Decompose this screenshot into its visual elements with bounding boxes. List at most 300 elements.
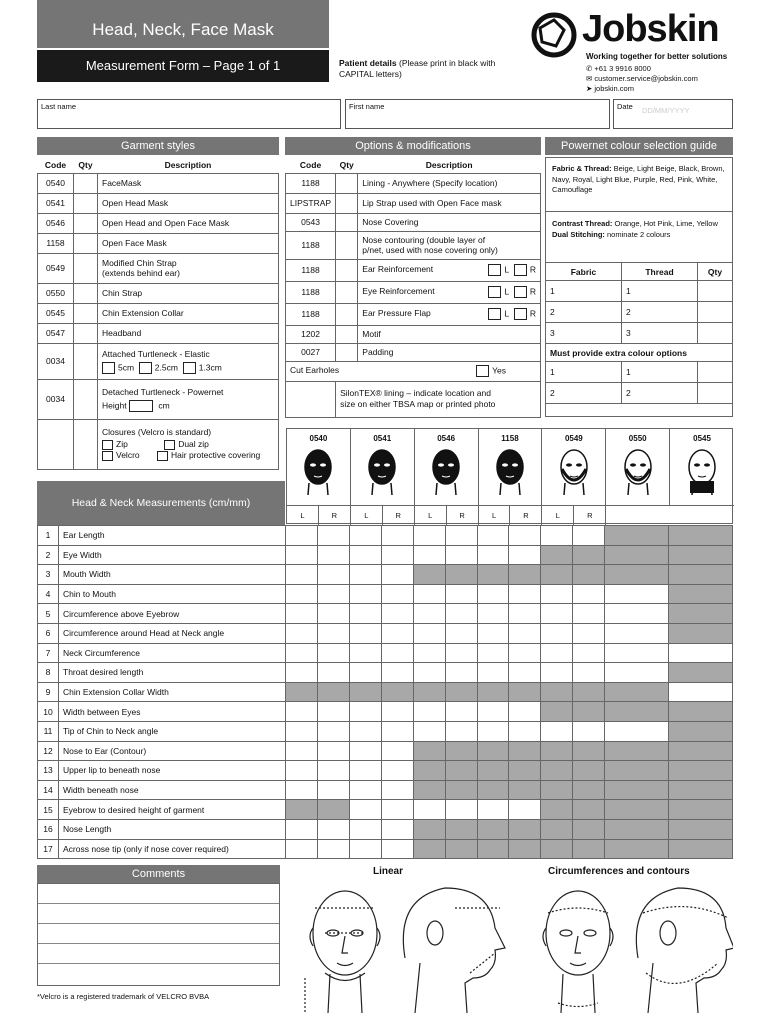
measurement-cell[interactable] [349,721,381,741]
patient-details-note: Patient details (Please print in black with CAPITAL letters) [339,58,496,79]
measurement-cell [445,682,477,702]
garment-row: 0549 Modified Chin Strap (extends behind ear) [38,253,279,283]
face-illustration-icon [618,445,658,495]
dual-zip-checkbox[interactable] [164,440,175,450]
measurement-cell[interactable] [541,526,573,546]
measurement-label: Ear Length [59,526,286,546]
measurement-cell[interactable] [286,623,318,643]
option-row: LIPSTRAP Lip Strap used with Open Face mask [286,193,541,213]
measurement-cell [573,780,605,800]
measurement-cell [573,839,605,859]
measurement-cell[interactable] [317,780,349,800]
measurement-cell[interactable] [381,565,413,585]
garment-row: 0550 Chin Strap [38,283,279,303]
measurement-cell [605,682,669,702]
measurement-cell[interactable] [381,741,413,761]
measurement-number: 17 [38,839,59,859]
measurement-cell [509,819,541,839]
measurement-cell[interactable] [605,584,669,604]
measurement-row [38,741,733,761]
brand-tagline: Working together for better solutions [586,52,728,61]
measurement-cell [445,761,477,781]
velcro-checkbox[interactable] [102,451,113,461]
measurement-number: 5 [38,604,59,624]
measurement-cell [573,819,605,839]
measurement-cell[interactable] [317,761,349,781]
measurement-cell[interactable] [573,643,605,663]
measurement-cell[interactable] [317,526,349,546]
measurement-cell [669,721,733,741]
lr-label: R [447,506,479,526]
measurement-cell[interactable] [349,604,381,624]
measurement-cell [605,839,669,859]
measurement-cell[interactable] [445,663,477,683]
measurement-cell [541,819,573,839]
closures-row: Closures (Velcro is standard) Zip Dual zip Velcro Hair protective covering [38,419,279,469]
measurement-cell [509,780,541,800]
measurement-cell[interactable] [413,584,445,604]
garment-face-column [479,429,543,505]
measurement-cell [669,663,733,683]
measurement-cell [605,702,669,722]
measurement-cell [509,565,541,585]
side-face-linear-diagram [403,888,505,1013]
measurement-label: Nose to Ear (Contour) [59,741,286,761]
date-field[interactable]: Date DD/MM/YYYY [613,99,733,129]
measurement-cell [541,545,573,565]
measurement-cell[interactable] [317,565,349,585]
measurement-cell[interactable] [669,643,733,663]
measurement-cell [573,565,605,585]
measurement-cell[interactable] [445,721,477,741]
measurement-number: 15 [38,800,59,820]
measurement-cell[interactable] [413,800,445,820]
measurement-cell[interactable] [477,702,509,722]
measurement-cell[interactable] [349,800,381,820]
cut-earholes-checkbox[interactable] [476,365,489,377]
lr-label: R [511,506,543,526]
garment-row: 0541 Open Head Mask [38,193,279,213]
measurement-cell [413,565,445,585]
measurement-number: 14 [38,780,59,800]
measurement-cell[interactable] [605,643,669,663]
measurement-cell[interactable] [445,584,477,604]
measurement-cell[interactable] [477,526,509,546]
measurement-cell[interactable] [349,584,381,604]
measurement-cell[interactable] [286,721,318,741]
option-row: 1188 Nose contouring (double layer of p/net, used with nose covering only) [286,231,541,259]
form-subtitle: Measurement Form – Page 1 of 1 [85,58,281,73]
face-illustration-icon [298,445,338,495]
measurement-row [38,761,733,781]
measurement-row [38,839,733,859]
measurement-cell[interactable] [445,800,477,820]
option-row: 0027 Padding [286,343,541,361]
measurement-cell[interactable] [509,643,541,663]
ear-reinf-left-checkbox[interactable] [488,264,501,276]
measurement-number: 11 [38,721,59,741]
measurement-cell[interactable] [573,623,605,643]
measurement-cell[interactable] [381,839,413,859]
measurement-cell[interactable] [349,643,381,663]
garment-face-column [351,429,415,505]
side-face-circumference-diagram [636,888,733,1013]
measurement-row [38,721,733,741]
last-name-field[interactable]: Last name [37,99,341,129]
measurement-cell[interactable] [541,584,573,604]
garment-styles-table: Code Qty Description 0540 FaceMask 0541 Open Head Mask 0546 Open Head and Open Face Mask 1158 Open Face Mask 0549 Modified Chin Strap (extends behind ear) 0550 Chin Strap 0545 Chin Extension Collar 0547 Headband 0034 Attached Turtleneck - Elastic 5cm 2.5cm 1.3cm 0034 Detached Turtleneck - Powernet Height cm Closures (Velcro is standard) Zip Dual zip Velcro Hair protective covering [37,157,279,470]
measurement-cell[interactable] [413,721,445,741]
options-table: Code Qty Description 1188 Lining - Anywhere (Specify location) LIPSTRAP Lip Strap used with Open Face mask 0543 Nose Covering 1188 Nose contouring (double layer of p/net, used with nose covering only) 1188 Ear Reinforcement L R 1188 Eye Reinforcement L R 1188 Ear Pressure Flap L R 1202 Motif 0027 Padding Cut Earholes Yes SilonTEX® lining – indicate location and size on either TBSA map or printed photo [285,157,541,418]
measurement-cell[interactable] [541,643,573,663]
measurement-cell[interactable] [349,780,381,800]
measurement-cell[interactable] [286,780,318,800]
measurement-label: Neck Circumference [59,643,286,663]
face-illustration-icon [554,445,594,495]
measurement-row [38,623,733,643]
measurement-cell [573,545,605,565]
garment-code-label: 1158 [501,434,519,443]
lr-label: L [479,506,511,526]
face-illustration-icon [490,445,530,495]
measurement-cell[interactable] [349,819,381,839]
measurement-cell[interactable] [509,623,541,643]
height-input[interactable] [129,400,153,412]
measurement-cell [445,819,477,839]
measurement-cell[interactable] [317,663,349,683]
measurement-cell[interactable] [381,780,413,800]
measurement-cell[interactable] [605,623,669,643]
eye-reinf-left-checkbox[interactable] [488,286,501,298]
measurement-cell [477,565,509,585]
measurement-cell [477,741,509,761]
measurement-cell[interactable] [509,584,541,604]
measurement-number: 2 [38,545,59,565]
measurement-cell [413,761,445,781]
measurement-cell[interactable] [349,761,381,781]
measurement-cell [669,839,733,859]
measurement-cell [605,780,669,800]
measurement-cell [541,682,573,702]
measurement-cell[interactable] [286,545,318,565]
measurement-cell[interactable] [509,545,541,565]
measurement-cell[interactable] [381,643,413,663]
measurement-row [38,643,733,663]
measurement-cell[interactable] [477,584,509,604]
measurement-cell [413,780,445,800]
measurement-label: Across nose tip (only if nose cover required) [59,839,286,859]
colour-guide-box: Fabric & Thread: Beige, Light Beige, Black, Brown, Navy, Royal, Light Blue, Purple, Red, Pink, White, Camouflage Contrast Thread: Orange, Hot Pink, Lime, Yellow Dual Stitching: nominate 2 colours Fabric Thread Qty 1 1 2 2 3 3 Must provide extra colour options 1 1 2 2 [545,157,733,417]
form-subtitle-bar [37,50,329,82]
measurement-cell[interactable] [509,526,541,546]
colour-guide-title: Powernet colour selection guide [545,137,733,155]
measurement-cell[interactable] [509,721,541,741]
1-3cm-checkbox[interactable] [183,362,196,374]
measurement-cell[interactable] [381,623,413,643]
options-title: Options & modifications [285,137,541,155]
ear-flap-right-checkbox[interactable] [514,308,527,320]
measurement-cell[interactable] [541,604,573,624]
measurement-number: 12 [38,741,59,761]
ear-reinf-right-checkbox[interactable] [514,264,527,276]
option-row: 1188 Lining - Anywhere (Specify location) [286,173,541,193]
measurement-cell[interactable] [349,623,381,643]
measurement-cell[interactable] [349,545,381,565]
garment-code-label: 0545 [693,434,711,443]
garment-row: 1158 Open Face Mask [38,233,279,253]
measurements-title-bar [37,481,285,525]
measurement-cell [605,526,669,546]
form-title-bar [37,0,329,48]
option-row: 1188 Ear Pressure Flap L R [286,303,541,325]
measurement-label: Upper lip to beneath nose [59,761,286,781]
measurement-cell [669,526,733,546]
garment-face-column [670,429,734,505]
measurement-label: Throat desired length [59,663,286,683]
measurement-cell[interactable] [317,643,349,663]
measurement-cell[interactable] [541,663,573,683]
measurement-cell [669,623,733,643]
form-title: Head, Neck, Face Mask [92,20,274,39]
measurement-cell[interactable] [286,741,318,761]
measurement-cell[interactable] [381,584,413,604]
measurement-cell[interactable] [381,545,413,565]
measurement-label: Nose Length [59,819,286,839]
measurement-cell[interactable] [317,604,349,624]
measurement-cell [381,682,413,702]
measurement-cell [445,741,477,761]
front-face-linear-diagram [305,891,380,1013]
measurement-number: 6 [38,623,59,643]
measurement-cell [477,780,509,800]
garment-face-column [287,429,351,505]
measurement-cell[interactable] [381,604,413,624]
measurement-cell[interactable] [413,663,445,683]
comments-title: Comments [37,865,280,883]
measurement-cell[interactable] [349,565,381,585]
measurement-cell[interactable] [413,702,445,722]
measurement-cell[interactable] [509,663,541,683]
measurement-cell [605,761,669,781]
measurement-label: Mouth Width [59,565,286,585]
measurement-cell [349,682,381,702]
measurement-cell[interactable] [286,761,318,781]
measurement-cell[interactable] [573,604,605,624]
phone-icon: ✆ [586,64,595,73]
measurement-cell [541,702,573,722]
measurement-cell[interactable] [573,663,605,683]
measurement-cell[interactable] [349,702,381,722]
measurement-cell[interactable] [477,545,509,565]
measurement-cell[interactable] [286,643,318,663]
measurement-cell[interactable] [477,643,509,663]
measurement-row [38,682,733,702]
2-5cm-checkbox[interactable] [139,362,152,374]
measurement-cell[interactable] [381,702,413,722]
front-face-circumference-diagram [543,891,613,1013]
measurement-row [38,604,733,624]
measurement-cell[interactable] [317,819,349,839]
measurement-cell[interactable] [445,623,477,643]
measurement-cell[interactable] [349,526,381,546]
measurement-cell [477,819,509,839]
measurement-cell [605,819,669,839]
measurement-cell[interactable] [541,721,573,741]
measurements-title: Head & Neck Measurements (cm/mm) [71,497,251,509]
measurement-cell[interactable] [477,721,509,741]
measurement-cell[interactable] [413,545,445,565]
measurement-cell[interactable] [509,604,541,624]
measurement-number: 4 [38,584,59,604]
measurement-cell[interactable] [605,721,669,741]
measurement-cell [509,839,541,859]
measurement-cell[interactable] [413,526,445,546]
measurement-cell [669,565,733,585]
measurement-cell[interactable] [349,741,381,761]
measurement-cell [317,682,349,702]
garment-row: 0545 Chin Extension Collar [38,303,279,323]
measurement-cell[interactable] [445,643,477,663]
garment-code-label: 0540 [309,434,328,443]
measurement-cell[interactable] [413,604,445,624]
garment-styles-title: Garment styles [37,137,279,155]
measurement-cell [669,819,733,839]
garment-row: 0546 Open Head and Open Face Mask [38,213,279,233]
measurement-cell[interactable] [669,682,733,702]
measurement-cell[interactable] [317,839,349,859]
measurement-cell[interactable] [286,584,318,604]
measurement-cell [477,839,509,859]
measurement-cell[interactable] [509,800,541,820]
first-name-field[interactable]: First name [345,99,610,129]
measurement-cell [541,761,573,781]
hair-protective-checkbox[interactable] [157,451,168,461]
measurement-cell[interactable] [381,819,413,839]
measurement-row [38,565,733,585]
measurement-cell [669,702,733,722]
circumferences-label: Circumferences and contours [548,866,690,877]
measurement-cell[interactable] [541,623,573,643]
measurement-cell [413,682,445,702]
measurement-cell[interactable] [286,663,318,683]
measurement-cell [477,761,509,781]
measurement-label: Width between Eyes [59,702,286,722]
measurement-cell[interactable] [286,839,318,859]
jobskin-logo [526,10,586,60]
option-row: 1188 Ear Reinforcement L R [286,259,541,281]
measurement-cell[interactable] [317,741,349,761]
measurement-cell[interactable] [413,643,445,663]
measurement-cell [669,761,733,781]
measurement-cell[interactable] [381,526,413,546]
measurement-cell[interactable] [349,663,381,683]
measurement-cell[interactable] [286,604,318,624]
detached-turtleneck-row: 0034 Detached Turtleneck - Powernet Height cm [38,379,279,419]
linear-label: Linear [373,866,404,877]
measurement-cell [541,741,573,761]
measurement-cell[interactable] [477,800,509,820]
comments-box[interactable] [37,883,280,986]
measurement-number: 1 [38,526,59,546]
measurement-cell[interactable] [317,702,349,722]
measurement-cell[interactable] [381,800,413,820]
measurement-cell[interactable] [445,604,477,624]
measurement-cell [605,565,669,585]
lr-label: L [287,506,319,526]
colour-table: Fabric Thread Qty 1 1 2 2 3 3 Must provide extra colour options 1 1 2 2 [545,262,733,404]
measurement-cell [445,839,477,859]
measurement-cell [605,800,669,820]
measurement-cell [317,800,349,820]
measurement-row [38,584,733,604]
measurement-cell[interactable] [317,584,349,604]
measurement-cell[interactable] [445,702,477,722]
measurement-cell[interactable] [605,663,669,683]
measurement-cell[interactable] [286,702,318,722]
measurement-cell[interactable] [477,663,509,683]
measurement-row [38,526,733,546]
brand-name: Jobskin [582,8,719,50]
measurement-cell [669,584,733,604]
measurement-cell[interactable] [381,761,413,781]
measurement-cell[interactable] [477,623,509,643]
measurement-cell[interactable] [509,702,541,722]
measurement-cell[interactable] [286,819,318,839]
measurement-label: Chin Extension Collar Width [59,682,286,702]
cut-earholes-row: Cut Earholes Yes [286,361,541,381]
garment-code-label: 0549 [564,434,583,443]
measurement-cell[interactable] [573,721,605,741]
measurement-cell [413,839,445,859]
measurement-number: 13 [38,761,59,781]
measurement-cell[interactable] [381,721,413,741]
5cm-checkbox[interactable] [102,362,115,374]
measurement-cell[interactable] [381,663,413,683]
measurement-cell[interactable] [349,839,381,859]
measurement-cell[interactable] [413,623,445,643]
velcro-footnote: *Velcro is a registered trademark of VELCRO BVBA [37,992,210,1001]
measurement-cell [509,682,541,702]
measurement-cell[interactable] [477,604,509,624]
measurement-cell[interactable] [445,526,477,546]
measurement-number: 7 [38,643,59,663]
measurement-cell[interactable] [605,604,669,624]
measurement-cell [286,800,318,820]
measurement-label: Chin to Mouth [59,584,286,604]
ear-flap-left-checkbox[interactable] [488,308,501,320]
measurement-cell[interactable] [286,565,318,585]
measurement-cell[interactable] [317,721,349,741]
zip-checkbox[interactable] [102,440,113,450]
measurement-cell[interactable] [317,545,349,565]
garment-code-label: 0541 [373,434,392,443]
measurement-cell [669,780,733,800]
face-illustration-icon [362,445,402,495]
measurement-cell[interactable] [573,526,605,546]
measurement-cell[interactable] [573,584,605,604]
measurement-cell [541,839,573,859]
measurement-label: Eyebrow to desired height of garment [59,800,286,820]
measurement-row [38,819,733,839]
measurement-cell [286,682,318,702]
measurement-cell[interactable] [317,623,349,643]
eye-reinf-right-checkbox[interactable] [514,286,527,298]
measurement-cell[interactable] [286,526,318,546]
measurement-cell[interactable] [445,545,477,565]
measurement-cell [669,604,733,624]
face-illustration-icon [426,445,466,495]
measurement-number: 16 [38,819,59,839]
